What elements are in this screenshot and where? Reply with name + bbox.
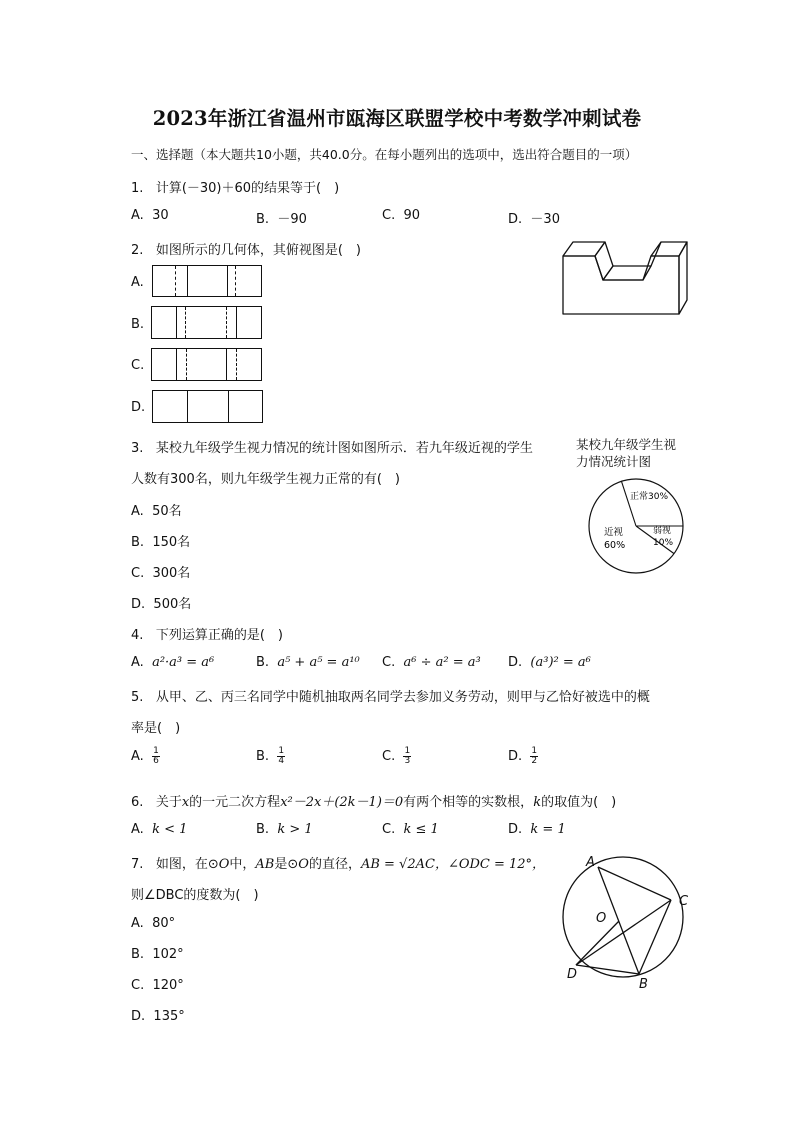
equation: AB = √2AC，∠ODC = 12°， xyxy=(360,857,546,872)
question-3-line2: 人数有300名，则九年级学生视力正常的有( ) xyxy=(131,472,400,487)
q2-option-b-figure xyxy=(151,306,262,339)
option-label: A. xyxy=(131,655,144,670)
q5-option-a[interactable] xyxy=(131,747,160,766)
point-label-c: C xyxy=(679,894,689,909)
option-label: D. xyxy=(508,212,523,227)
page-title: 2023年浙江省温州市瓯海区联盟学校中考数学冲刺试卷 xyxy=(152,107,642,130)
option-math: k = 1 xyxy=(530,822,566,837)
question-7 xyxy=(131,853,545,872)
q2-option-d-label[interactable]: D. xyxy=(131,400,146,415)
question-4 xyxy=(131,624,283,643)
point-label-d: D xyxy=(567,967,578,982)
pie-chart xyxy=(580,474,692,578)
q3-option-a[interactable] xyxy=(131,500,182,519)
point-label-o: O xyxy=(596,911,607,926)
option-text: －90 xyxy=(277,212,307,227)
point-label-a: A xyxy=(586,855,595,870)
solid-top-left xyxy=(563,242,605,256)
option-label: B. xyxy=(131,535,145,550)
question-number: 4. xyxy=(131,628,144,643)
fraction xyxy=(403,747,411,766)
q2-option-c-figure xyxy=(151,348,262,381)
question-stem-line1: 从甲、乙、丙三名同学中随机抽取两名同学去参加义务劳动，则甲与乙恰好被选中的概 xyxy=(155,690,650,705)
pie-label-weak-2: 10% xyxy=(653,538,674,548)
pie-chart-title xyxy=(576,436,676,470)
option-text: 120° xyxy=(152,978,184,993)
pie-title-line2: 力情况统计图 xyxy=(576,454,652,469)
stem-var: O xyxy=(298,857,309,872)
option-label: C. xyxy=(382,655,396,670)
question-stem-line1: 某校九年级学生视力情况的统计图如图所示．若九年级近视的学生 xyxy=(155,441,533,456)
dashed-line xyxy=(175,266,176,296)
pie-label-myopia-2: 60% xyxy=(604,540,626,551)
option-text: 90 xyxy=(403,208,421,223)
question-7-line2: 则∠DBC的度数为( ) xyxy=(131,888,259,903)
question-stem: 下列运算正确的是( ) xyxy=(155,628,283,643)
option-label: A. xyxy=(131,208,144,223)
denominator: 2 xyxy=(531,756,538,766)
numerator: 1 xyxy=(153,746,159,756)
solid-line xyxy=(227,266,228,296)
option-label: A. xyxy=(131,749,144,764)
option-text: 300名 xyxy=(152,566,191,581)
question-number: 1. xyxy=(131,181,144,196)
option-math: a²·a³ = a⁶ xyxy=(152,655,215,670)
option-math: (a³)² = a⁶ xyxy=(530,655,591,670)
option-math: a⁵ + a⁵ = a¹⁰ xyxy=(277,655,360,670)
option-label: B. xyxy=(256,212,270,227)
question-number: 5. xyxy=(131,690,144,705)
option-text: 30 xyxy=(152,208,169,223)
dashed-line xyxy=(236,349,237,380)
pie-title-line1: 某校九年级学生视 xyxy=(576,437,677,452)
segment-db xyxy=(576,965,639,974)
q4-option-b[interactable] xyxy=(256,655,360,670)
question-stem: 计算(－30)＋60的结果等于( ) xyxy=(155,181,340,196)
q6-option-a[interactable] xyxy=(131,822,187,837)
stem-text: 的一元二次方程 xyxy=(189,795,281,810)
q3-option-c[interactable] xyxy=(131,562,190,581)
stem-text: 关于 xyxy=(155,795,182,810)
solid-line xyxy=(236,307,237,338)
q2-option-a-label[interactable]: A. xyxy=(131,275,144,290)
question-1 xyxy=(131,177,339,196)
numerator: 1 xyxy=(278,746,285,756)
q7-option-d[interactable] xyxy=(131,1009,185,1024)
q1-option-c[interactable] xyxy=(382,208,420,223)
question-number: 2. xyxy=(131,243,144,258)
segment-od xyxy=(576,921,619,965)
solid-line xyxy=(228,391,229,422)
q4-option-a[interactable] xyxy=(131,655,214,670)
fraction xyxy=(530,747,538,766)
solid-front-face xyxy=(563,256,679,314)
question-5 xyxy=(131,686,650,705)
q7-option-a[interactable] xyxy=(131,916,175,931)
circle-figure xyxy=(555,852,700,994)
denominator: 6 xyxy=(153,756,159,766)
q4-option-d[interactable] xyxy=(508,655,591,670)
option-math: a⁶ ÷ a² = a³ xyxy=(403,655,481,670)
pie-label-normal: 正常30% xyxy=(630,492,669,502)
question-3 xyxy=(131,437,533,456)
option-math: k ≤ 1 xyxy=(403,822,439,837)
question-stem: 如图所示的几何体，其俯视图是( ) xyxy=(155,243,361,258)
q2-option-d-figure xyxy=(152,390,263,423)
pie-label-myopia-1: 近视 xyxy=(604,527,624,538)
option-label: D. xyxy=(131,597,146,612)
q6-option-c[interactable] xyxy=(382,822,439,837)
option-text: 500名 xyxy=(153,597,192,612)
solid-figure xyxy=(555,236,695,320)
solid-line xyxy=(226,349,227,380)
solid-line xyxy=(187,391,188,422)
numerator: 1 xyxy=(531,746,538,756)
option-text: 150名 xyxy=(152,535,191,550)
stem-var: O xyxy=(218,857,230,872)
option-text: 50名 xyxy=(152,504,182,519)
denominator: 3 xyxy=(404,756,411,766)
option-label: C. xyxy=(382,208,396,223)
option-math: k > 1 xyxy=(277,822,313,837)
question-2 xyxy=(131,239,361,258)
dashed-line xyxy=(235,266,236,296)
fraction xyxy=(277,747,285,766)
q1-option-d[interactable] xyxy=(508,208,560,227)
q2-option-b-label[interactable]: B. xyxy=(131,317,145,332)
option-math: k < 1 xyxy=(152,822,188,837)
stem-text: 如图，在⊙ xyxy=(155,857,219,872)
q6-option-d[interactable] xyxy=(508,822,566,837)
q7-option-c[interactable] xyxy=(131,978,184,993)
equation: x²－2x＋(2k－1)＝0 xyxy=(280,795,404,810)
q3-option-b[interactable] xyxy=(131,531,190,550)
question-number: 7. xyxy=(131,857,144,872)
option-label: C. xyxy=(382,822,396,837)
fraction xyxy=(152,747,160,766)
stem-text: 的取值为( ) xyxy=(541,795,617,810)
stem-text: 的直径， xyxy=(308,857,361,872)
numerator: 1 xyxy=(404,746,411,756)
option-label: B. xyxy=(256,822,270,837)
question-5-line2: 率是( ) xyxy=(131,721,181,736)
option-label: D. xyxy=(131,1009,146,1024)
option-label: C. xyxy=(131,978,145,993)
dashed-line xyxy=(226,307,227,338)
pie-label-weak-1: 弱视 xyxy=(653,526,672,536)
option-label: A. xyxy=(131,916,144,931)
stem-var: AB xyxy=(255,857,275,872)
option-label: D. xyxy=(508,655,523,670)
solid-line xyxy=(176,307,177,338)
q3-option-d[interactable] xyxy=(131,593,191,612)
option-text: －30 xyxy=(530,212,560,227)
option-label: B. xyxy=(131,947,145,962)
solid-trough-floor xyxy=(603,266,651,280)
option-label: D. xyxy=(508,749,523,764)
option-label: B. xyxy=(256,655,270,670)
point-label-b: B xyxy=(639,977,648,992)
option-label: D. xyxy=(508,822,523,837)
option-label: C. xyxy=(382,749,396,764)
stem-var: k xyxy=(533,795,542,810)
section-heading: 一、选择题（本大题共10小题，共40.0分。在每小题列出的选项中，选出符合题目的一项） xyxy=(131,147,638,162)
q1-option-b[interactable] xyxy=(256,208,307,227)
solid-line xyxy=(187,266,188,296)
option-text: 135° xyxy=(153,1009,185,1024)
option-label: B. xyxy=(256,749,270,764)
question-number: 3. xyxy=(131,441,144,456)
stem-var: x xyxy=(181,795,190,810)
denominator: 4 xyxy=(278,756,285,766)
q5-option-b[interactable] xyxy=(256,747,285,766)
option-text: 80° xyxy=(152,916,176,931)
option-text: 102° xyxy=(152,947,184,962)
option-label: A. xyxy=(131,822,144,837)
option-label: A. xyxy=(131,504,144,519)
question-6 xyxy=(131,791,616,810)
stem-text: 有两个相等的实数根， xyxy=(403,795,534,810)
q1-option-a[interactable] xyxy=(131,208,169,223)
stem-text: 中， xyxy=(229,857,256,872)
q5-option-d[interactable] xyxy=(508,747,538,766)
stem-text: 是⊙ xyxy=(274,857,299,872)
dashed-line xyxy=(186,349,187,380)
q7-option-b[interactable] xyxy=(131,947,184,962)
q2-option-c-label[interactable]: C. xyxy=(131,358,145,373)
solid-line xyxy=(176,349,177,380)
q4-option-c[interactable] xyxy=(382,655,481,670)
dashed-line xyxy=(185,307,186,338)
q2-option-a-figure xyxy=(152,265,262,297)
q5-option-c[interactable] xyxy=(382,747,411,766)
solid-right-face xyxy=(679,242,687,314)
q6-option-b[interactable] xyxy=(256,822,313,837)
question-number: 6. xyxy=(131,795,144,810)
option-label: C. xyxy=(131,566,145,581)
solid-inner-left xyxy=(595,242,613,280)
